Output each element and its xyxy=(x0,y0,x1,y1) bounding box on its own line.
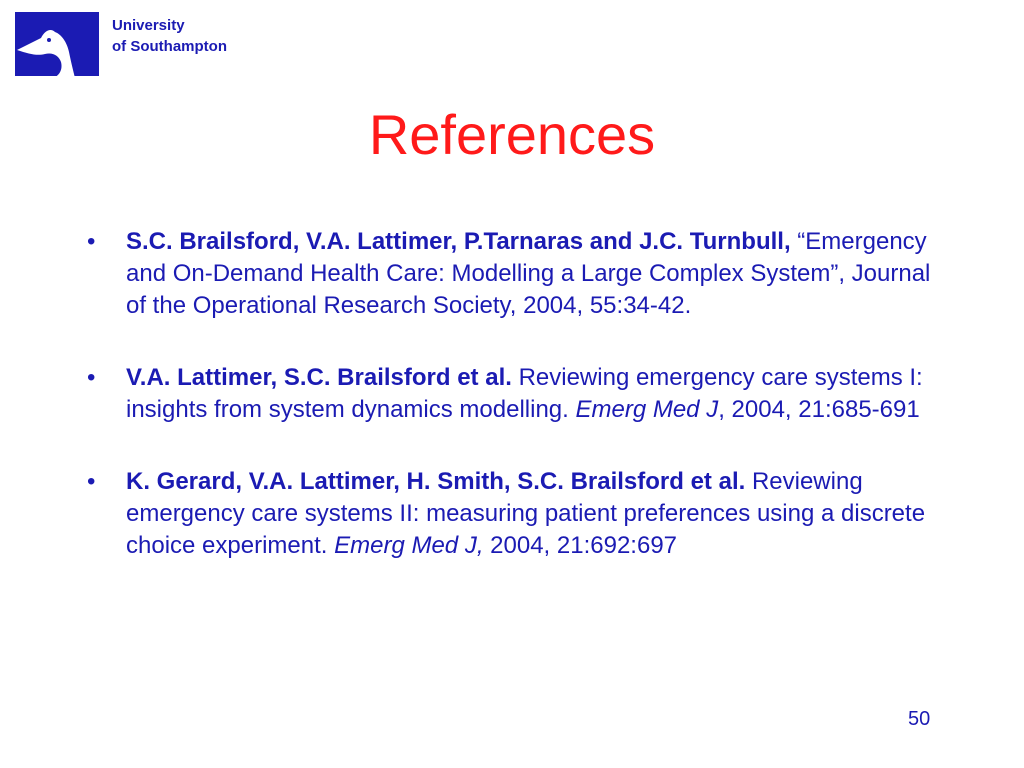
reference-item xyxy=(87,466,957,562)
reference-text: Reviewing emergency care systems I: insights from system dynamics modelling. xyxy=(126,364,923,423)
reference-authors: V.A. Lattimer, S.C. Brailsford et al. xyxy=(126,364,512,391)
university-name-line2: of Southampton xyxy=(112,38,227,55)
reference-text: Reviewing emergency care systems II: measuring patient preferences using a discrete choice experiment. xyxy=(126,468,926,559)
university-logo xyxy=(15,12,99,76)
reference-item xyxy=(87,362,957,426)
reference-authors: S.C. Brailsford, V.A. Lattimer, P.Tarnaras and J.C. Turnbull, xyxy=(126,228,791,255)
bullet: • xyxy=(87,468,96,495)
reference-citation: 2004, 21:692:697 xyxy=(483,532,678,559)
references-list xyxy=(87,226,957,602)
reference-text: “Emergency and On-Demand Health Care: Modelling a Large Complex System”, Journal of the Operational Research Society, 2004, 55:34-42. xyxy=(126,228,931,319)
page-number: 50 xyxy=(908,708,931,730)
reference-journal: Emerg Med J, xyxy=(334,532,484,559)
reference-journal: Emerg Med J xyxy=(575,396,719,423)
reference-authors: K. Gerard, V.A. Lattimer, H. Smith, S.C. Brailsford et al. xyxy=(126,468,746,495)
reference-item xyxy=(87,226,957,322)
university-name xyxy=(112,15,227,57)
university-name-line1: University xyxy=(112,17,185,34)
reference-citation: , 2004, 21:685-691 xyxy=(718,396,920,423)
bullet: • xyxy=(87,364,96,391)
bullet: • xyxy=(87,228,96,255)
dolphin-icon xyxy=(15,12,99,102)
slide-title: References xyxy=(368,103,656,166)
